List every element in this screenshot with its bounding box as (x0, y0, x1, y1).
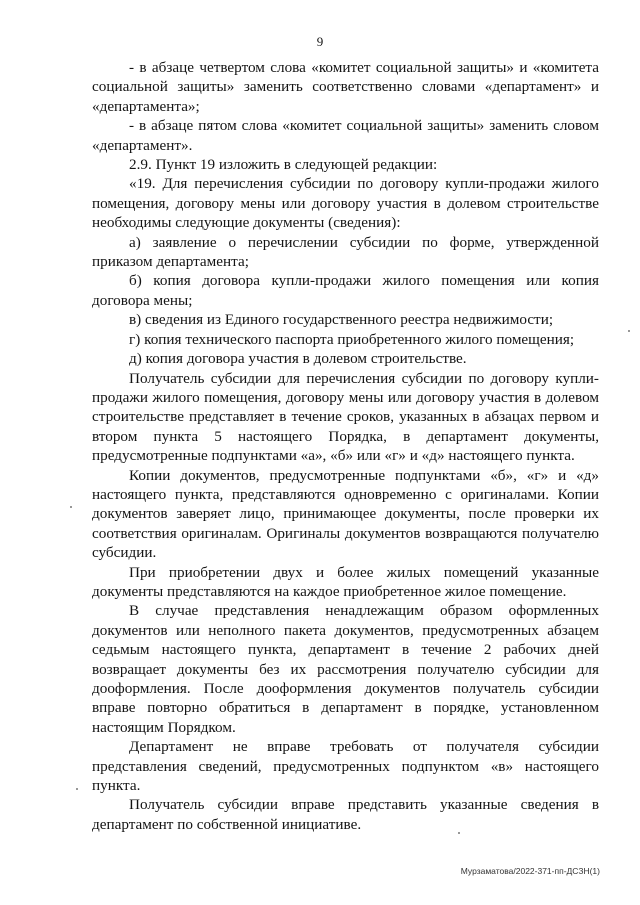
scan-speck (76, 788, 78, 790)
paragraph-14: Департамент не вправе требовать от получателя субсидии представления сведений, предусмотренных подпунктом «в» настоящего пункта. (92, 738, 599, 795)
paragraph-12: При приобретении двух и более жилых помещений указанные документы представляются на каждое приобретенное жилое помещение. (92, 563, 599, 600)
scan-speck (628, 330, 630, 332)
page-number: 9 (316, 34, 324, 49)
paragraph-15: Получатель субсидии вправе представить указанные сведения в департамент по собственной инициативе. (92, 796, 599, 833)
document-body (92, 58, 599, 834)
document-footer: Мурзаматова/2022-371-пп-ДСЗН(1) (460, 866, 600, 876)
paragraph-6: б) копия договора купли-продажи жилого помещения или копия договора мены; (92, 272, 599, 309)
paragraph-4: «19. Для перечисления субсидии по договору купли-продажи жилого помещения, договору мены или договору участия в долевом строительстве необходимы следующие документы (сведения): (92, 175, 599, 232)
paragraph-2: - в абзаце пятом слова «комитет социальной защиты» заменить словом «департамент». (92, 117, 599, 154)
paragraph-1: - в абзаце четвертом слова «комитет социальной защиты» и «комитета социальной защиты» заменить соответственно словами «департамент» и «департамента»; (92, 59, 599, 115)
paragraph-8: г) копия технического паспорта приобретенного жилого помещения; (129, 330, 575, 348)
paragraph-3: 2.9. Пункт 19 изложить в следующей редакции: (129, 156, 438, 174)
paragraph-11: Копии документов, предусмотренные подпунктами «б», «г» и «д» настоящего пункта, представляются одновременно с оригиналами. Копии документов заверяет лицо, принимающее документы, после проверки их соответствия оригиналам. Оригиналы документов возвращаются получателю субсидии. (92, 466, 599, 562)
paragraph-13: В случае представления ненадлежащим образом оформленных документов или неполного пакета документов, предусмотренных абзацем седьмым настоящего пункта, департамент в течение 2 рабочих дней возвращает документы без их рассмотрения получателю субсидии для дооформления. После дооформления документов получатель субсидии вправе повторно обратиться в департамент в порядке, установленном настоящим Порядком. (92, 602, 599, 736)
paragraph-10: Получатель субсидии для перечисления субсидии по договору купли-продажи жилого помещения, договору мены или договору участия в долевом строительстве представляет в течение сроков, указанных в абзацах первом и втором пункта 5 настоящего Порядка, в департамент документы, предусмотренные подпунктами «а», «б» или «г» и «д» настоящего пункта. (92, 369, 599, 465)
paragraph-7: в) сведения из Единого государственного реестра недвижимости; (129, 311, 554, 329)
paragraph-9: д) копия договора участия в долевом строительстве. (129, 350, 467, 368)
paragraph-5: а) заявление о перечислении субсидии по форме, утвержденной приказом департамента; (92, 233, 599, 271)
scan-speck (458, 832, 460, 834)
scan-speck (70, 506, 72, 508)
